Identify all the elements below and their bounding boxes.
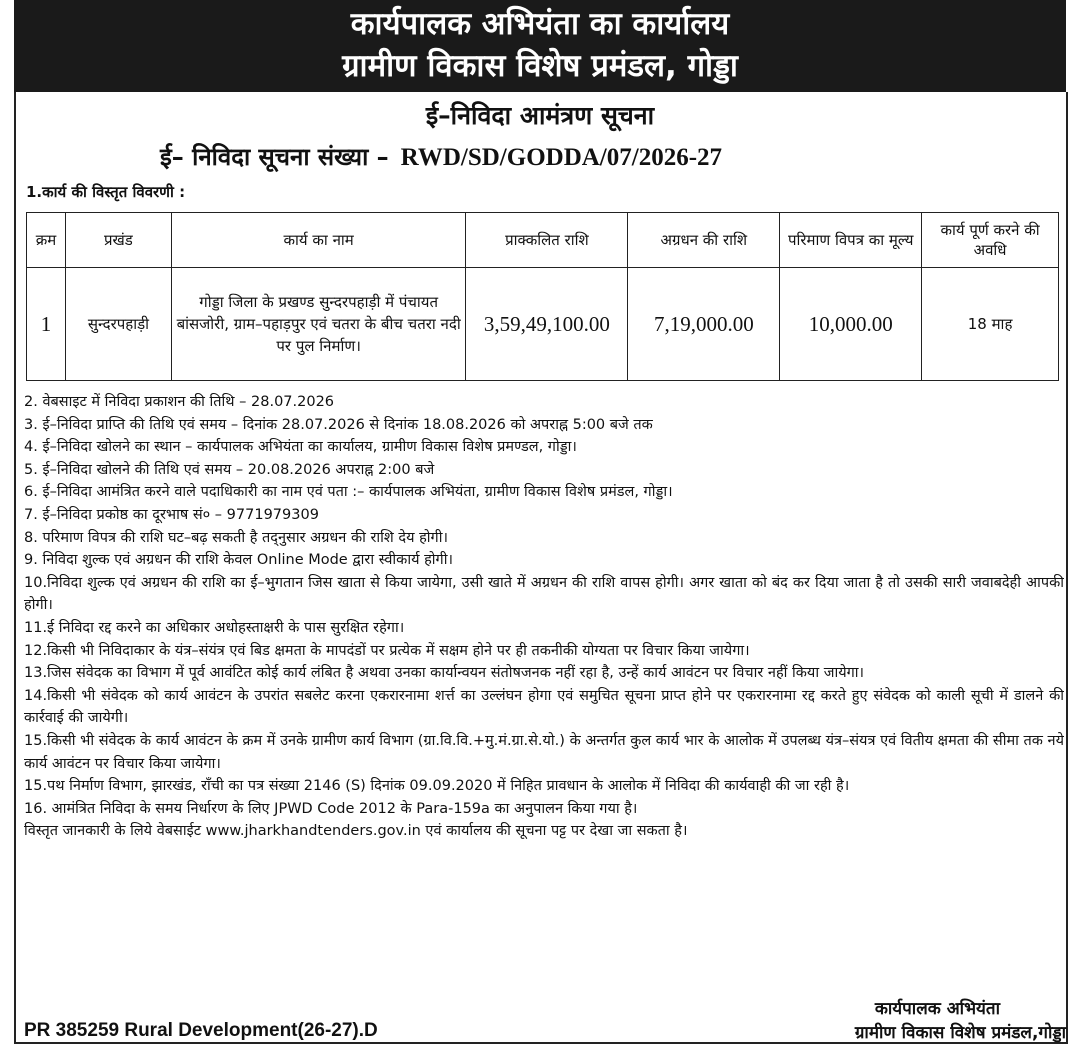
list-item: 14.किसी भी संवेदक को कार्य आवंटन के उपरांत सबलेट करना एकरारनामा शर्त्त का उल्लंघन होगा एवं समुचित सूचना प्राप्त होने पर एकरारनामा रद्द करते हुए संवेदक को काली सूची में डालने की कार्रवाई की जायेगी। [24,687,1064,727]
list-item: 16. आमंत्रित निविदा के समय निर्धारण के लिए JPWD Code 2012 के Para-159a का अनुपालन किया गया है। [24,800,638,817]
list-item: विस्तृत जानकारी के लिये वेबसाईट www.jharkhandtenders.gov.in एवं कार्यालय की सूचना पट्ट पर देखा जा सकता है। [24,823,688,840]
list-item: 2. वेबसाइट में निविदा प्रकाशन की तिथि – 28.07.2026 [24,394,335,410]
list-item: 11.ई निविदा रद्द करने का अधिकार अधोहस्ताक्षरी के पास सुरक्षित रहेगा। [24,619,405,636]
pr-number: PR 385259 Rural Development(26-27).D [24,1020,378,1041]
list-item: 12.किसी भी निविदाकार के यंत्र–संयंत्र एवं बिड क्षमता के मापदंडों पर प्रत्येक में सक्षम होने पर ही तकनीकी योग्यता पर विचार किया जायेगा। [24,642,750,659]
cell-boq-cost: 10,000.00 [780,268,922,381]
works-table [26,212,1059,381]
header-work-name: कार्य का नाम [171,213,466,268]
cell-estimate: 3,59,49,100.00 [466,268,628,381]
list-item: 5. ई–निविदा खोलने की तिथि एवं समय – 20.08.2026 अपराह्न 2:00 बजे [24,461,435,478]
header-estimate: प्राक्कलित राशि [466,213,628,268]
table-header-row [27,213,1059,268]
notice-number-code: RWD/SD/GODDA/07/2026-27 [400,144,723,171]
notice-number-label: ई– निविदा सूचना संख्या – [160,143,389,171]
list-item: 8. परिमाण विपत्र की राशि घट–बढ़ सकती है तद्नुसार अग्रधन की राशि देय होगी। [24,529,448,546]
signatory-title: कार्यपालक अभियंता [874,999,1000,1019]
header-boq-cost: परिमाण विपत्र का मूल्य [780,213,922,268]
cell-duration: 18 माह [922,268,1059,381]
office-subtitle: ग्रामीण विकास विशेष प्रमंडल, गोड्डा [342,48,738,84]
list-item: 15.पथ निर्माण विभाग, झारखंड, राँची का पत्र संख्या 2146 (S) दिनांक 09.09.2020 में निहित प्रावधान के आलोक में निविदा की कार्यवाही की जा रही है। [24,778,850,795]
section-work-details: 1.कार्य की विस्तृत विवरणी : [26,183,186,201]
terms-list [24,391,1064,843]
signatory-office: ग्रामीण विकास विशेष प्रमंडल,गोड्डा [854,1023,1066,1043]
list-item: 6. ई–निविदा आमंत्रित करने वाले पदाधिकारी का नाम एवं पता :– कार्यपालक अभियंता, ग्रामीण विकास विशेष प्रमंडल, गोड्डा। [24,484,673,501]
list-item: 10.निविदा शुल्क एवं अग्रधन की राशि का ई–भुगतान जिस खाता से किया जायेगा, उसी खाते में अग्रधन की राशि वापस होगी। अगर खाता को बंद कर दिया जाता है तो उसकी सारी जवाबदेही आपकी होगी। [24,574,1064,614]
notice-number [160,140,722,173]
list-item: 7. ई–निविदा प्रकोष्ठ का दूरभाष सं० – 9771979309 [24,506,319,523]
list-item: 9. निविदा शुल्क एवं अग्रधन की राशि केवल Online Mode द्वारा स्वीकार्य होगी। [24,552,453,569]
header-serial: क्रम [27,213,66,268]
notice-title: ई–निविदा आमंत्रण सूचना [425,101,655,130]
header-block: प्रखंड [65,213,171,268]
cell-work-name: गोड्डा जिला के प्रखण्ड सुन्दरपहाड़ी में पंचायत बांसजोरी, ग्राम–पहाड़पुर एवं चतरा के बीच चतरा नदी पर पुल निर्माण। [171,268,466,381]
header-emd: अग्रधन की राशि [628,213,780,268]
cell-emd: 7,19,000.00 [628,268,780,381]
cell-block: सुन्दरपहाड़ी [65,268,171,381]
cell-serial: 1 [27,268,66,381]
office-title: कार्यपालक अभियंता का कार्यालय [350,6,730,42]
list-item: 4. ई–निविदा खोलने का स्थान – कार्यपालक अभियंता का कार्यालय, ग्रामीण विकास विशेष प्रमण्डल, गोड्डा। [24,439,577,456]
header-duration: कार्य पूर्ण करने की अवधि [922,213,1059,268]
table-row [27,268,1059,381]
list-item: 15.किसी भी संवेदक के कार्य आवंटन के क्रम में उनके ग्रामीण कार्य विभाग (ग्रा.वि.वि.+मु.मं.ग्रा.से.यो.) के अन्तर्गत कुल कार्य भार के आलोक में उपलब्ध यंत्र–संयत्र एवं वितीय क्षमता की सीमा तक नये कार्य आवंटन पर विचार किया जायेगा। [24,732,1064,772]
office-header [14,0,1066,92]
list-item: 3. ई–निविदा प्राप्ति की तिथि एवं समय – दिनांक 28.07.2026 से दिनांक 18.08.2026 को अपराह्न 5:00 बजे तक [24,416,653,433]
list-item: 13.जिस संवेदक का विभाग में पूर्व आवंटित कोई कार्य लंबित है अथवा उनका कार्यान्वयन संतोषजनक नहीं रहा है, उन्हें कार्य आवंटन पर विचार नहीं किया जायेगा। [24,665,865,682]
